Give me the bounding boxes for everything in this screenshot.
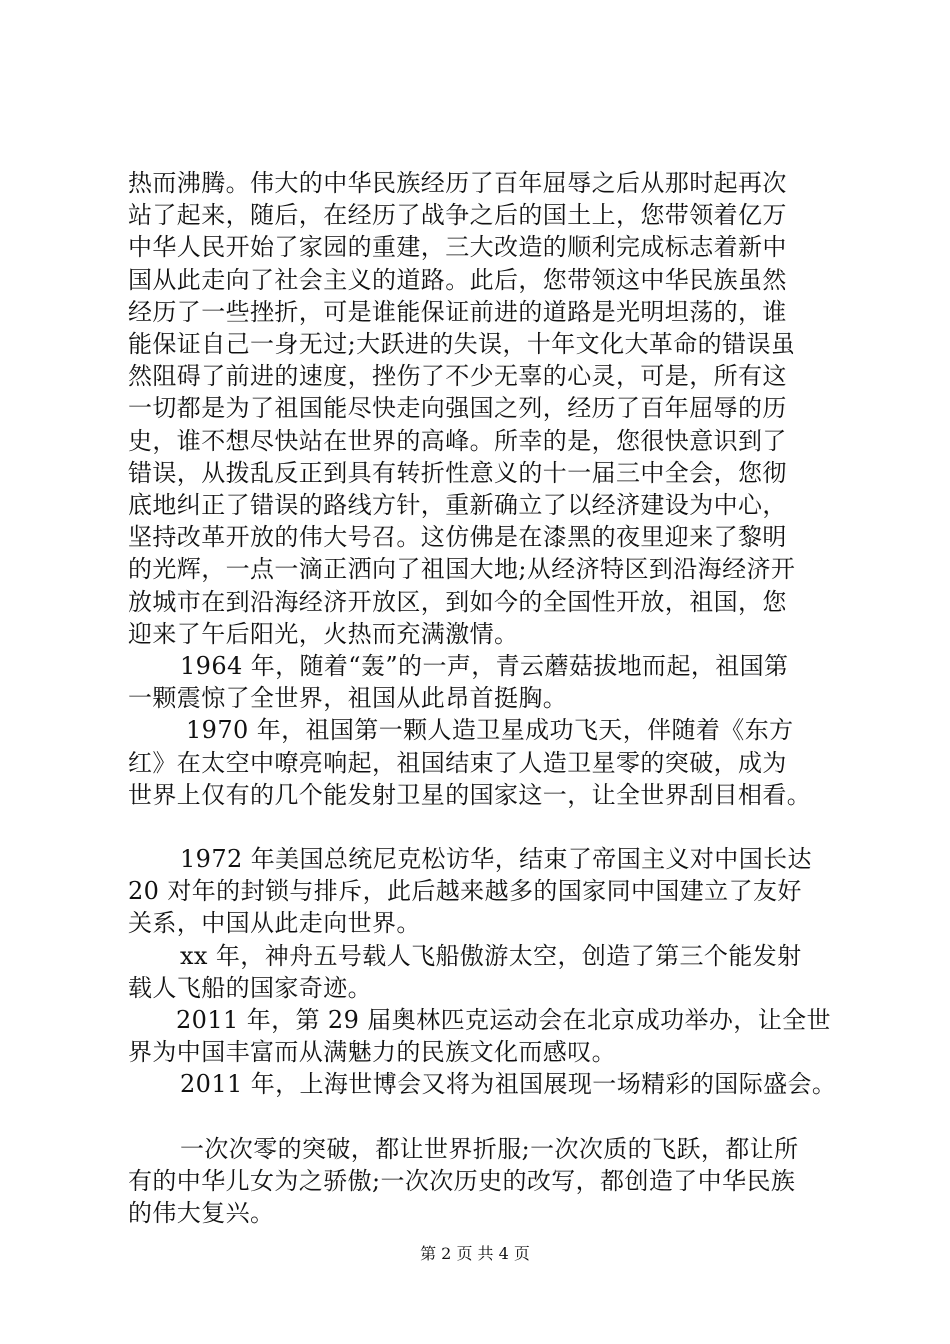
paragraph-first-line: xx 年，神舟五号载人飞船傲游太空，创造了第三个能发射 xyxy=(180,941,802,970)
paragraph-first-line: 1970 年，祖国第一颗人造卫星成功飞天，伴随着《东方 xyxy=(186,716,794,745)
text-line: 史，谁不想尽快站在世界的高峰。所幸的是，您很快意识到了 xyxy=(128,426,787,455)
text-line: 的光辉，一点一滴正洒向了祖国大地;从经济特区到沿海经济开 xyxy=(128,555,796,584)
paragraph-first-line: 2011 年，第 29 届奥林匹克运动会在北京成功举办，让全世 xyxy=(176,1006,831,1035)
text-line: 关系，中国从此走向世界。 xyxy=(128,909,421,938)
text-line: 的伟大复兴。 xyxy=(128,1199,275,1228)
text-line: 一颗震惊了全世界，祖国从此昂首挺胸。 xyxy=(128,684,568,713)
text-line: 界为中国丰富而从满魅力的民族文化而感叹。 xyxy=(128,1038,616,1067)
text-line: 站了起来，随后，在经历了战争之后的国土上，您带领着亿万 xyxy=(128,201,787,230)
text-line: 载人飞船的国家奇迹。 xyxy=(128,973,372,1002)
text-line: 迎来了午后阳光，火热而充满激情。 xyxy=(128,619,519,648)
text-line: 放城市在到沿海经济开放区，到如今的全国性开放，祖国，您 xyxy=(128,587,787,616)
text-line: 国从此走向了社会主义的道路。此后，您带领这中华民族虽然 xyxy=(128,265,787,294)
paragraph-first-line: 2011 年，上海世博会又将为祖国展现一场精彩的国际盛会。 xyxy=(180,1070,837,1099)
document-body xyxy=(128,167,848,1229)
paragraph-first-line: 1972 年美国总统尼克松访华，结束了帝国主义对中国长达 xyxy=(180,845,812,874)
text-line: 底地纠正了错误的路线方针，重新确立了以经济建设为中心， xyxy=(128,491,787,520)
text-line: 红》在太空中嘹亮响起，祖国结束了人造卫星零的突破，成为 xyxy=(128,748,787,777)
page-number-footer: 第 2 页 共 4 页 xyxy=(420,1244,530,1263)
paragraph-first-line: 一次次零的突破，都让世界折服;一次次质的飞跃，都让所 xyxy=(180,1134,799,1163)
text-line: 中华人民开始了家园的重建，三大改造的顺利完成标志着新中 xyxy=(128,233,787,262)
text-line: 热而沸腾。伟大的中华民族经历了百年屈辱之后从那时起再次 xyxy=(128,169,787,197)
paragraph-first-line: 1964 年，随着“轰”的一声，青云蘑菇拔地而起，祖国第 xyxy=(180,652,789,681)
text-line: 坚持改革开放的伟大号召。这仿佛是在漆黑的夜里迎来了黎明 xyxy=(128,523,787,552)
text-line: 错误，从拨乱反正到具有转折性意义的十一届三中全会，您彻 xyxy=(128,458,787,487)
text-line: 经历了一些挫折，可是谁能保证前进的道路是光明坦荡的，谁 xyxy=(128,297,787,326)
text-line: 有的中华儿女为之骄傲;一次次历史的改写，都创造了中华民族 xyxy=(128,1166,796,1195)
text-line: 20 对年的封锁与排斥，此后越来越多的国家同中国建立了友好 xyxy=(128,877,802,906)
text-line: 然阻碍了前进的速度，挫伤了不少无辜的心灵，可是，所有这 xyxy=(128,362,787,391)
text-line: 能保证自己一身无过;大跃进的失误，十年文化大革命的错误虽 xyxy=(128,330,796,359)
blank-line xyxy=(128,811,848,843)
blank-line xyxy=(128,1101,848,1133)
text-line: 一切都是为了祖国能尽快走向强国之列，经历了百年屈辱的历 xyxy=(128,394,787,423)
text-line: 世界上仅有的几个能发射卫星的国家这一，让全世界刮目相看。 xyxy=(128,780,812,809)
